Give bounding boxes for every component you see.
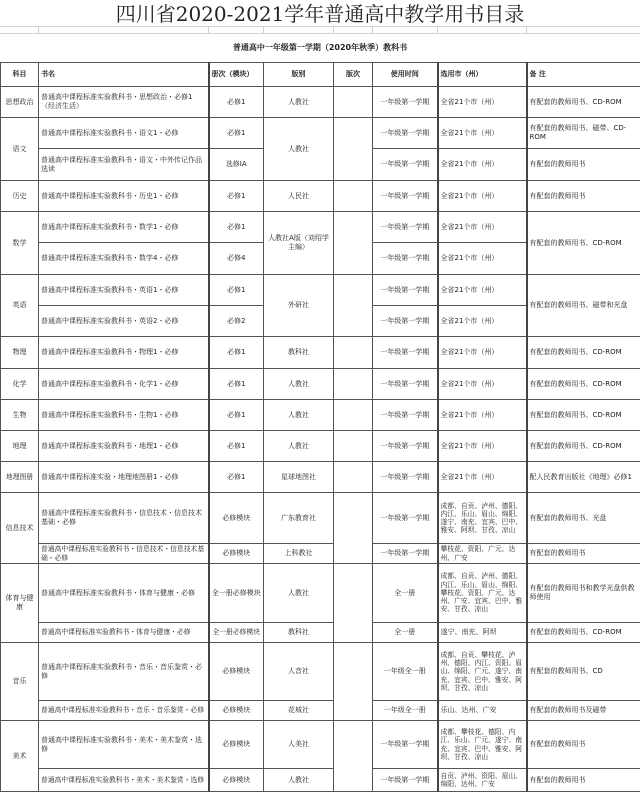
cell-cities: 乐山、达州、广安 (438, 701, 527, 721)
cell-note: 有配套的教师用书、CD (527, 643, 640, 701)
cell-volume: 必修1 (209, 400, 264, 431)
table-row (1, 701, 640, 721)
cell-volume: 选修IA (209, 149, 264, 181)
cell-subject: 物理 (1, 337, 39, 369)
cell-cities: 全省21个市（州） (438, 181, 527, 212)
cell-cities: 全省21个市（州） (438, 431, 527, 462)
cell-note: 有配套的教师用书及磁带 (527, 701, 640, 721)
cell-time: 一年级第一学期 (373, 306, 438, 337)
header-cities: 选用市（州） (438, 63, 527, 87)
cell-publisher: 人教社 (264, 118, 334, 181)
cell-note: 有配套的教师用书、磁带和光盘 (527, 275, 640, 337)
table-row (1, 87, 640, 118)
cell-time: 一年级第一学期 (373, 369, 438, 400)
cell-note: 有配套的教师用书、CD-ROM (527, 337, 640, 369)
cell-book: 普通高中课程标准实验教科书・体育与健康・必修 (39, 564, 209, 623)
cell-volume: 必修1 (209, 118, 264, 149)
cell-subject: 化学 (1, 369, 39, 400)
cell-note: 有配套的教师用书 (527, 149, 640, 181)
cell-publisher: 人美社 (264, 721, 334, 769)
cell-publisher: 人音社 (264, 643, 334, 701)
header-edition: 版次 (334, 63, 373, 87)
cell-edition (334, 337, 373, 369)
cell-subject: 英语 (1, 275, 39, 337)
cell-subject: 历史 (1, 181, 39, 212)
cell-edition (334, 643, 373, 721)
blank-row (0, 26, 640, 34)
cell-edition (334, 181, 373, 212)
table-row (1, 721, 640, 769)
cell-book: 普通高中课程标准实验教科书・历史1・必修 (39, 181, 209, 212)
cell-note: 有配套的教师用书 (527, 181, 640, 212)
cell-cities: 全省21个市（州） (438, 212, 527, 243)
header-row (1, 63, 640, 87)
cell-subject: 生物 (1, 400, 39, 431)
cell-subject: 数学 (1, 212, 39, 275)
table-row (1, 564, 640, 623)
cell-time: 一年级第一学期 (373, 462, 438, 493)
cell-time: 一年级第一学期 (373, 544, 438, 564)
cell-time: 一年级第一学期 (373, 769, 438, 792)
section-subtitle: 普通高中一年级第一学期（2020年秋季）教科书 (232, 43, 408, 52)
cell-cities: 攀枝花、资阳、广元、达州、广安 (438, 544, 527, 564)
cell-subject: 语文 (1, 118, 39, 181)
cell-publisher: 教科社 (264, 623, 334, 643)
cell-time: 一年级全一册 (373, 701, 438, 721)
cell-subject: 信息技术 (1, 493, 39, 564)
cell-volume: 必修1 (209, 431, 264, 462)
cell-edition (334, 369, 373, 400)
cell-time: 一年级全一册 (373, 643, 438, 701)
cell-note: 有配套的教师用书、光盘 (527, 493, 640, 544)
table-row (1, 400, 640, 431)
cell-edition (334, 275, 373, 337)
header-note: 备 注 (527, 63, 640, 87)
cell-book: 普通高中课程标准实验教科书・数学4・必修 (39, 243, 209, 275)
cell-note: 有配套的教师用书、磁带、CD-ROM (527, 118, 640, 149)
cell-book: 普通高中课程标准实验教科书・英语1・必修 (39, 275, 209, 306)
textbook-table (0, 62, 640, 792)
cell-book: 普通高中课程标准实验教科书・信息技术・信息技术基础・必修 (39, 544, 209, 564)
cell-note: 配人民教育出版社《地理》必修1 (527, 462, 640, 493)
cell-subject: 思想政治 (1, 87, 39, 118)
cell-publisher: 人教社 (264, 400, 334, 431)
cell-note: 有配套的教师用书、CD-ROM (527, 369, 640, 400)
cell-cities: 全省21个市（州） (438, 337, 527, 369)
cell-book: 普通高中课程标准实验教科书・音乐・音乐鉴赏・必修 (39, 643, 209, 701)
table-row (1, 275, 640, 306)
cell-time: 全一册 (373, 623, 438, 643)
cell-subject: 美术 (1, 721, 39, 792)
cell-volume: 必修2 (209, 306, 264, 337)
cell-volume: 必修1 (209, 337, 264, 369)
cell-note: 有配套的教师用书、CD-ROM (527, 623, 640, 643)
cell-publisher: 教科社 (264, 337, 334, 369)
cell-volume: 必修1 (209, 369, 264, 400)
cell-cities: 成都、自贡、泸州、德阳、内江、乐山、眉山、绵阳、攀枝花、资阳、广元、达州、广安、宜宾、巴中、雅安、甘孜、凉山 (438, 564, 527, 623)
cell-edition (334, 721, 373, 792)
cell-edition (334, 462, 373, 493)
cell-cities: 全省21个市（州） (438, 87, 527, 118)
cell-cities: 全省21个市（州） (438, 275, 527, 306)
cell-cities: 成都、自贡、攀枝花、泸州、德阳、内江、资阳、眉山、绵阳、广元、遂宁、南充、宜宾、巴中、雅安、阿坝、甘孜、凉山 (438, 643, 527, 701)
header-book: 书名 (39, 63, 209, 87)
cell-book: 普通高中课程标准实验教科书・信息技术・信息技术基础・必修 (39, 493, 209, 544)
cell-volume: 必修模块 (209, 544, 264, 564)
cell-publisher: 广东教育社 (264, 493, 334, 544)
cell-note: 有配套的教师用书、CD-ROM (527, 431, 640, 462)
cell-subject: 地理 (1, 431, 39, 462)
cell-time: 一年级第一学期 (373, 87, 438, 118)
cell-book: 普通高中课程标准实验教科书・生物1・必修 (39, 400, 209, 431)
cell-volume: 必修1 (209, 212, 264, 243)
cell-subject: 音乐 (1, 643, 39, 721)
cell-publisher: 人教社 (264, 564, 334, 623)
cell-publisher: 上科教社 (264, 544, 334, 564)
cell-publisher: 人教社 (264, 431, 334, 462)
header-subject: 科目 (1, 63, 39, 87)
cell-book: 普通高中课程标准实验・地理地图册1・必修 (39, 462, 209, 493)
cell-publisher: 人教社 (264, 369, 334, 400)
cell-time: 全一册 (373, 564, 438, 623)
cell-time: 一年级第一学期 (373, 181, 438, 212)
header-publisher: 版别 (264, 63, 334, 87)
cell-volume: 必修4 (209, 243, 264, 275)
cell-cities: 成都、自贡、泸州、德阳、内江、乐山、眉山、绵阳、遂宁、南充、宜宾、巴中、雅安、阿坝、甘孜、凉山 (438, 493, 527, 544)
cell-cities: 全省21个市（州） (438, 369, 527, 400)
cell-time: 一年级第一学期 (373, 212, 438, 243)
header-volume: 册次（模块） (209, 63, 264, 87)
cell-publisher: 星球地图社 (264, 462, 334, 493)
cell-edition (334, 87, 373, 118)
cell-time: 一年级第一学期 (373, 493, 438, 544)
table-row (1, 369, 640, 400)
cell-note: 有配套的教师用书 (527, 721, 640, 769)
cell-volume: 必修模块 (209, 701, 264, 721)
table-row (1, 212, 640, 243)
page-title: 四川省2020-2021学年普通高中教学用书目录 (0, 0, 640, 27)
cell-volume: 必修1 (209, 181, 264, 212)
cell-note: 有配套的教师用书 (527, 769, 640, 792)
cell-note: 有配套的教师用书、CD-ROM (527, 212, 640, 275)
table-row (1, 337, 640, 369)
cell-volume: 必修1 (209, 87, 264, 118)
cell-book: 普通高中课程标准实验教科书・化学1・必修 (39, 369, 209, 400)
cell-book: 普通高中课程标准实验教科书・语文1・必修 (39, 118, 209, 149)
cell-cities: 全省21个市（州） (438, 306, 527, 337)
cell-edition (334, 564, 373, 643)
cell-publisher: 人民社 (264, 181, 334, 212)
table-row (1, 431, 640, 462)
cell-note: 有配套的教师用书、CD-ROM (527, 400, 640, 431)
cell-subject: 体育与健康 (1, 564, 39, 643)
cell-book: 普通高中课程标准实验教科书・体育与健康・必修 (39, 623, 209, 643)
cell-book: 普通高中课程标准实验教科书・美术・美术鉴赏・选修 (39, 721, 209, 769)
cell-time: 一年级第一学期 (373, 275, 438, 306)
cell-cities: 全省21个市（州） (438, 243, 527, 275)
cell-publisher: 人教社A版（刘绍学主编） (264, 212, 334, 275)
cell-time: 一年级第一学期 (373, 118, 438, 149)
cell-cities: 全省21个市（州） (438, 400, 527, 431)
cell-edition (334, 212, 373, 275)
cell-time: 一年级第一学期 (373, 431, 438, 462)
cell-time: 一年级第一学期 (373, 337, 438, 369)
cell-edition (334, 493, 373, 564)
cell-volume: 全一册必修模块 (209, 623, 264, 643)
cell-time: 一年级第一学期 (373, 400, 438, 431)
cell-book: 普通高中课程标准实验教科书・思想政治・必修1（经济生活） (39, 87, 209, 118)
header-time: 使用时间 (373, 63, 438, 87)
table-row (1, 462, 640, 493)
table-row (1, 769, 640, 792)
cell-book: 普通高中课程标准实验教科书・美术・美术鉴赏・选修 (39, 769, 209, 792)
cell-note: 有配套的教师用书、CD-ROM (527, 87, 640, 118)
cell-subject: 地理图册 (1, 462, 39, 493)
cell-book: 普通高中课程标准实验教科书・地理1・必修 (39, 431, 209, 462)
cell-time: 一年级第一学期 (373, 243, 438, 275)
cell-publisher: 花城社 (264, 701, 334, 721)
cell-volume: 必修模块 (209, 493, 264, 544)
cell-cities: 自贡、泸州、资阳、眉山、绵阳、达州、广安 (438, 769, 527, 792)
cell-book: 普通高中课程标准实验教科书・物理1・必修 (39, 337, 209, 369)
cell-edition (334, 400, 373, 431)
table-row (1, 493, 640, 544)
table-row (1, 181, 640, 212)
cell-volume: 必修模块 (209, 721, 264, 769)
table-row (1, 544, 640, 564)
cell-volume: 必修模块 (209, 643, 264, 701)
cell-book: 普通高中课程标准实验教科书・语文・中外传记作品选读 (39, 149, 209, 181)
cell-cities: 遂宁、南充、阿坝 (438, 623, 527, 643)
cell-volume: 全一册必修模块 (209, 564, 264, 623)
cell-book: 普通高中课程标准实验教科书・英语2・必修 (39, 306, 209, 337)
cell-cities: 全省21个市（州） (438, 462, 527, 493)
cell-note: 有配套的教师用书和教学光盘供教师使用 (527, 564, 640, 623)
cell-note: 有配套的教师用书 (527, 544, 640, 564)
table-row (1, 623, 640, 643)
table-row (1, 118, 640, 149)
cell-edition (334, 431, 373, 462)
cell-time: 一年级第一学期 (373, 149, 438, 181)
cell-book: 普通高中课程标准实验教科书・音乐・音乐鉴赏・必修 (39, 701, 209, 721)
cell-edition (334, 118, 373, 181)
cell-volume: 必修模块 (209, 769, 264, 792)
cell-cities: 全省21个市（州） (438, 118, 527, 149)
cell-publisher: 人教社 (264, 769, 334, 792)
cell-cities: 全省21个市（州） (438, 149, 527, 181)
cell-publisher: 外研社 (264, 275, 334, 337)
cell-book: 普通高中课程标准实验教科书・数学1・必修 (39, 212, 209, 243)
cell-time: 一年级第一学期 (373, 721, 438, 769)
cell-volume: 必修1 (209, 275, 264, 306)
table-row (1, 643, 640, 701)
cell-volume: 必修1 (209, 462, 264, 493)
cell-publisher: 人教社 (264, 87, 334, 118)
cell-cities: 成都、攀枝花、德阳、内江、乐山、广元、遂宁、南充、宜宾、巴中、雅安、阿坝、甘孜、凉山 (438, 721, 527, 769)
